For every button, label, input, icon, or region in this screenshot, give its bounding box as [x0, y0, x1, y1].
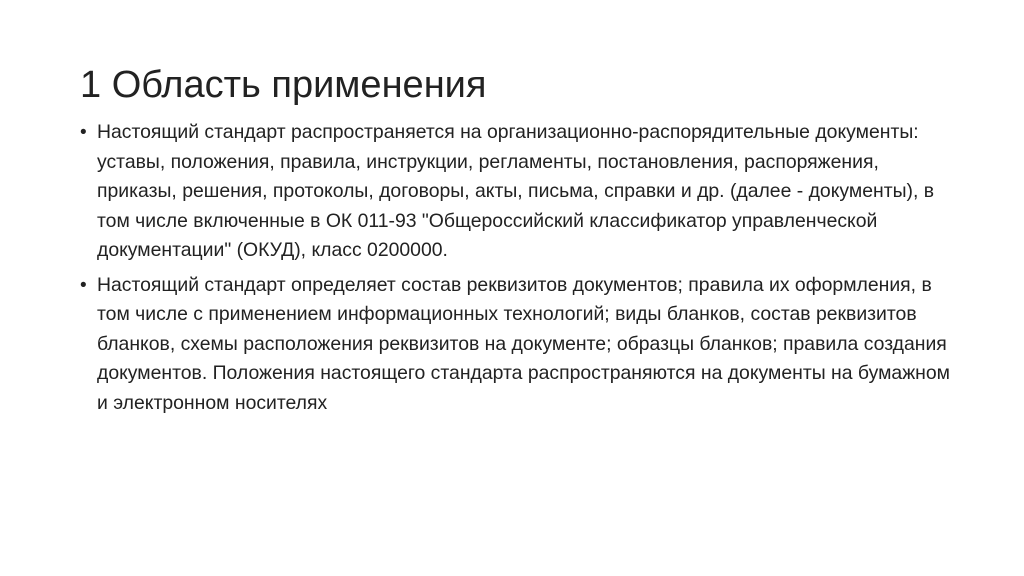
- bullet-text: Настоящий стандарт определяет состав реквизитов документов; правила их оформления, в том числе с применением информационных технологий; виды бланков, состав реквизитов бланков, схемы расположения реквизитов на документе; образцы бланков; правила создания документов. Положения настоящего стандарта распространяются на документы на бумажном и электронном носителях: [97, 273, 950, 414]
- bullet-item-standard-content: [80, 271, 960, 419]
- bullet-text: Настоящий стандарт распространяется на организационно-распорядительные документы: уставы, положения, правила, инструкции, регламенты, постановления, распоряжения, приказы, решения, протоколы, договоры, акты, письма, справки и др. (далее - документы), в том числе включенные в ОК 011-93 "Общероссийский классификатор управленческой документации" (ОКУД), класс 0200000.: [97, 121, 935, 261]
- bullet-item-scope-documents: [80, 118, 960, 266]
- bullet-dot-icon: •: [80, 122, 87, 143]
- bullet-list: [80, 118, 960, 423]
- bullet-dot-icon: •: [80, 274, 87, 296]
- slide-title: 1 Область применения: [80, 64, 487, 107]
